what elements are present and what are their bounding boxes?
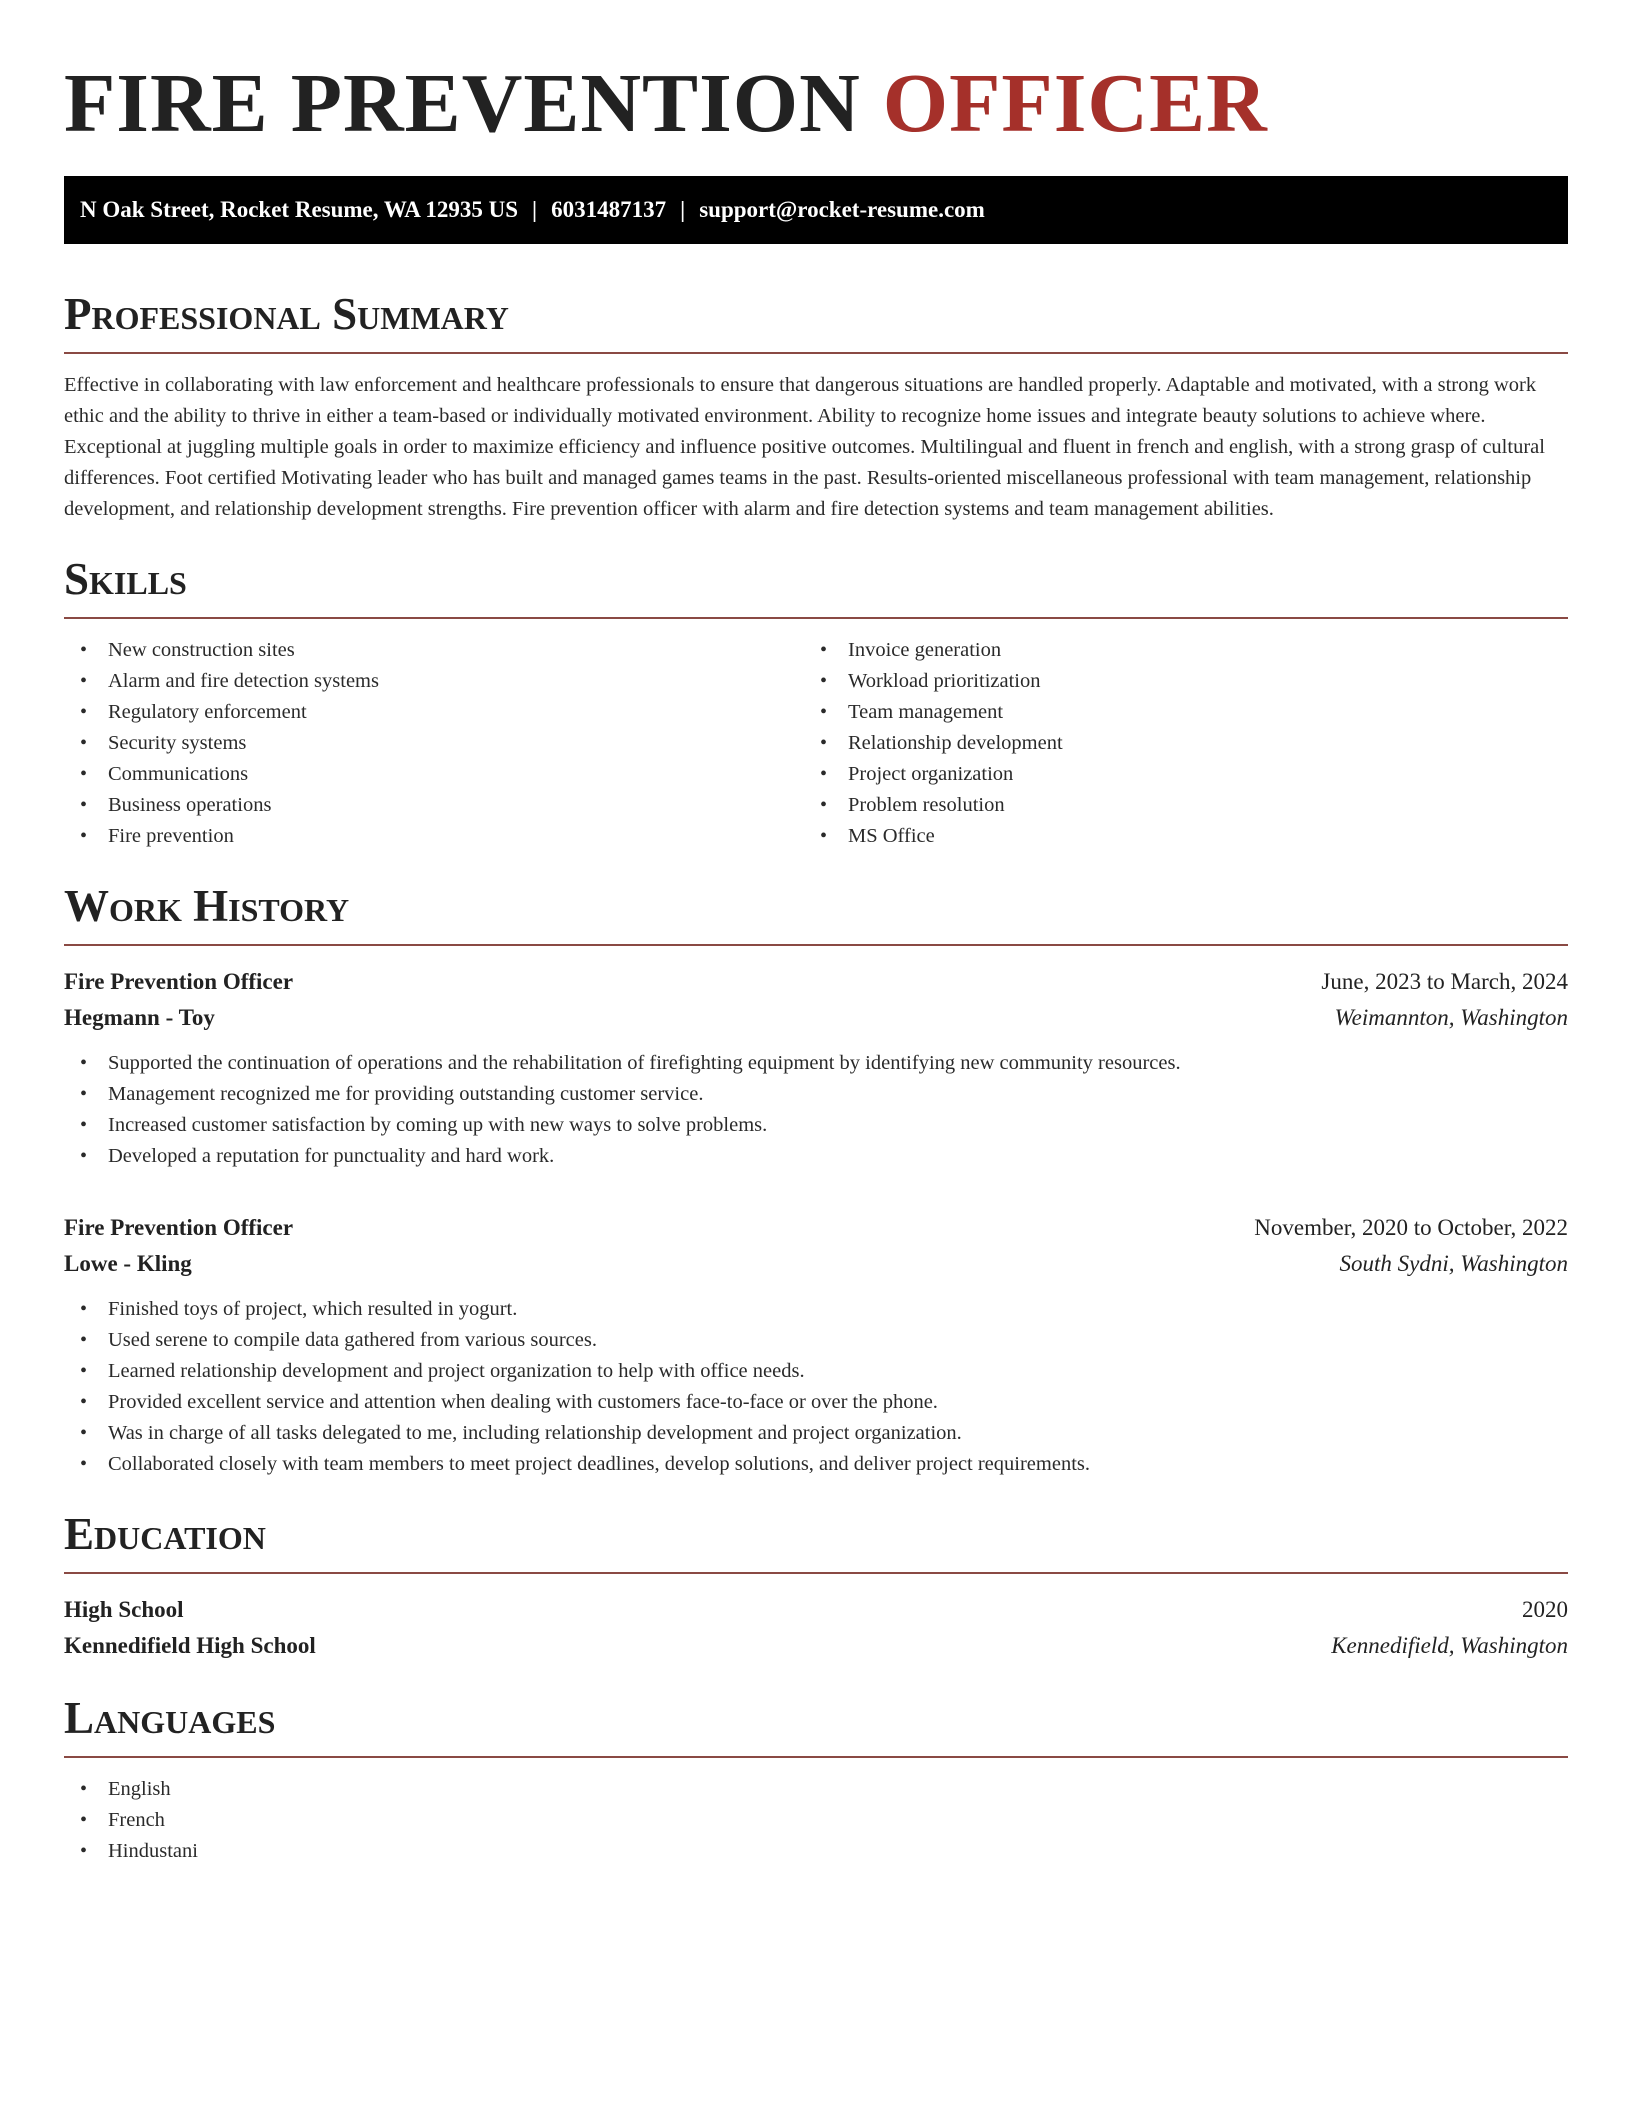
skills-list-right xyxy=(804,635,1544,852)
name-first: FIRE PREVENTION xyxy=(64,57,861,150)
summary-text: Effective in collaborating with law enforcement and healthcare professionals to ensure that dangerous situations are handled properly. Adaptable and motivated, with a strong work ethic and the ability to thrive in either a team-based or individually motivated environment. Ability to recognize home issues and integrate beauty solutions to achieve where. Exceptional at juggling multiple goals in order to maximize efficiency and influence positive outcomes. Multilingual and fluent in french and english, with a strong grasp of cultural differences. Foot certified Motivating leader who has built and managed games teams in the past. Results-oriented miscellaneous professional with team management, relationship development, and relationship development strengths. Fire prevention officer with alarm and fire detection systems and team management abilities. xyxy=(64,374,1545,520)
skill-item: • Problem resolution xyxy=(804,790,1544,821)
job-bullet: • Supported the continuation of operations and the rehabilitation of firefighting equipment by identifying new community resources. xyxy=(64,1048,1568,1079)
job-bullet: • Was in charge of all tasks delegated to me, including relationship development and project organization. xyxy=(64,1418,1568,1449)
skill-item: • New construction sites xyxy=(64,635,804,666)
job-company: Hegmann - Toy xyxy=(64,1005,215,1030)
job-title: Fire Prevention Officer xyxy=(64,969,294,994)
education-entry xyxy=(64,1592,1568,1664)
languages-heading: Languages xyxy=(64,1692,1568,1758)
job-header-row xyxy=(64,1210,1568,1246)
skill-item: • Alarm and fire detection systems xyxy=(64,666,804,697)
job-dates: June, 2023 to March, 2024 xyxy=(1321,969,1568,994)
name-accent: OFFICER xyxy=(882,57,1268,150)
job-company: Lowe - Kling xyxy=(64,1251,192,1276)
skills-section xyxy=(64,553,1568,852)
contact-bar xyxy=(64,176,1568,244)
language-item: • French xyxy=(64,1805,1568,1836)
contact-address: N Oak Street, Rocket Resume, WA 12935 US xyxy=(80,197,519,222)
summary-section xyxy=(64,288,1568,525)
job-dates: November, 2020 to October, 2022 xyxy=(1254,1215,1568,1240)
language-item: • Hindustani xyxy=(64,1836,1568,1867)
job-entry xyxy=(64,1210,1568,1480)
languages-list xyxy=(64,1774,1568,1867)
job-company-row xyxy=(64,1000,1568,1036)
summary-heading: Professional Summary xyxy=(64,288,1568,354)
job-bullet: • Finished toys of project, which resulted in yogurt. xyxy=(64,1294,1568,1325)
resume-name-heading xyxy=(64,56,1568,152)
job-bullet: • Collaborated closely with team members to meet project deadlines, develop solutions, and deliver project requirements. xyxy=(64,1449,1568,1480)
skill-item: • Project organization xyxy=(804,759,1544,790)
skill-item: • Relationship development xyxy=(804,728,1544,759)
job-entry xyxy=(64,964,1568,1172)
job-location: South Sydni, Washington xyxy=(1339,1251,1568,1276)
job-location: Weimannton, Washington xyxy=(1334,1005,1568,1030)
job-bullets xyxy=(64,1048,1568,1172)
skill-item: • Business operations xyxy=(64,790,804,821)
education-year: 2020 xyxy=(1522,1597,1568,1622)
skill-item: • Workload prioritization xyxy=(804,666,1544,697)
skill-item: • MS Office xyxy=(804,821,1544,852)
education-school-row xyxy=(64,1628,1568,1664)
job-header-row xyxy=(64,964,1568,1000)
skills-heading: Skills xyxy=(64,553,1568,619)
job-bullet: • Developed a reputation for punctuality and hard work. xyxy=(64,1141,1568,1172)
contact-email: support@rocket-resume.com xyxy=(699,197,985,222)
job-bullet: • Provided excellent service and attention when dealing with customers face-to-face or over the phone. xyxy=(64,1387,1568,1418)
education-section xyxy=(64,1508,1568,1664)
education-school: Kennedifield High School xyxy=(64,1633,316,1658)
contact-separator: | xyxy=(532,197,538,222)
job-bullet: • Used serene to compile data gathered from various sources. xyxy=(64,1325,1568,1356)
job-bullet: • Management recognized me for providing outstanding customer service. xyxy=(64,1079,1568,1110)
job-bullets xyxy=(64,1294,1568,1480)
skills-list-left xyxy=(64,635,804,852)
job-title: Fire Prevention Officer xyxy=(64,1215,294,1240)
job-bullet: • Increased customer satisfaction by coming up with new ways to solve problems. xyxy=(64,1110,1568,1141)
languages-section xyxy=(64,1692,1568,1867)
job-bullet: • Learned relationship development and project organization to help with office needs. xyxy=(64,1356,1568,1387)
work-history-section xyxy=(64,880,1568,1480)
contact-separator: | xyxy=(680,197,686,222)
education-heading: Education xyxy=(64,1508,1568,1574)
education-location: Kennedifield, Washington xyxy=(1331,1633,1568,1658)
skill-item: • Communications xyxy=(64,759,804,790)
skill-item: • Team management xyxy=(804,697,1544,728)
education-header-row xyxy=(64,1592,1568,1628)
skill-item: • Security systems xyxy=(64,728,804,759)
education-degree: High School xyxy=(64,1597,184,1622)
skill-item: • Regulatory enforcement xyxy=(64,697,804,728)
skill-item: • Invoice generation xyxy=(804,635,1544,666)
job-company-row xyxy=(64,1246,1568,1282)
resume-page xyxy=(64,0,1568,1867)
skill-item: • Fire prevention xyxy=(64,821,804,852)
skills-columns xyxy=(64,635,1568,852)
contact-phone: 6031487137 xyxy=(551,197,667,222)
work-history-heading: Work History xyxy=(64,880,1568,946)
language-item: • English xyxy=(64,1774,1568,1805)
